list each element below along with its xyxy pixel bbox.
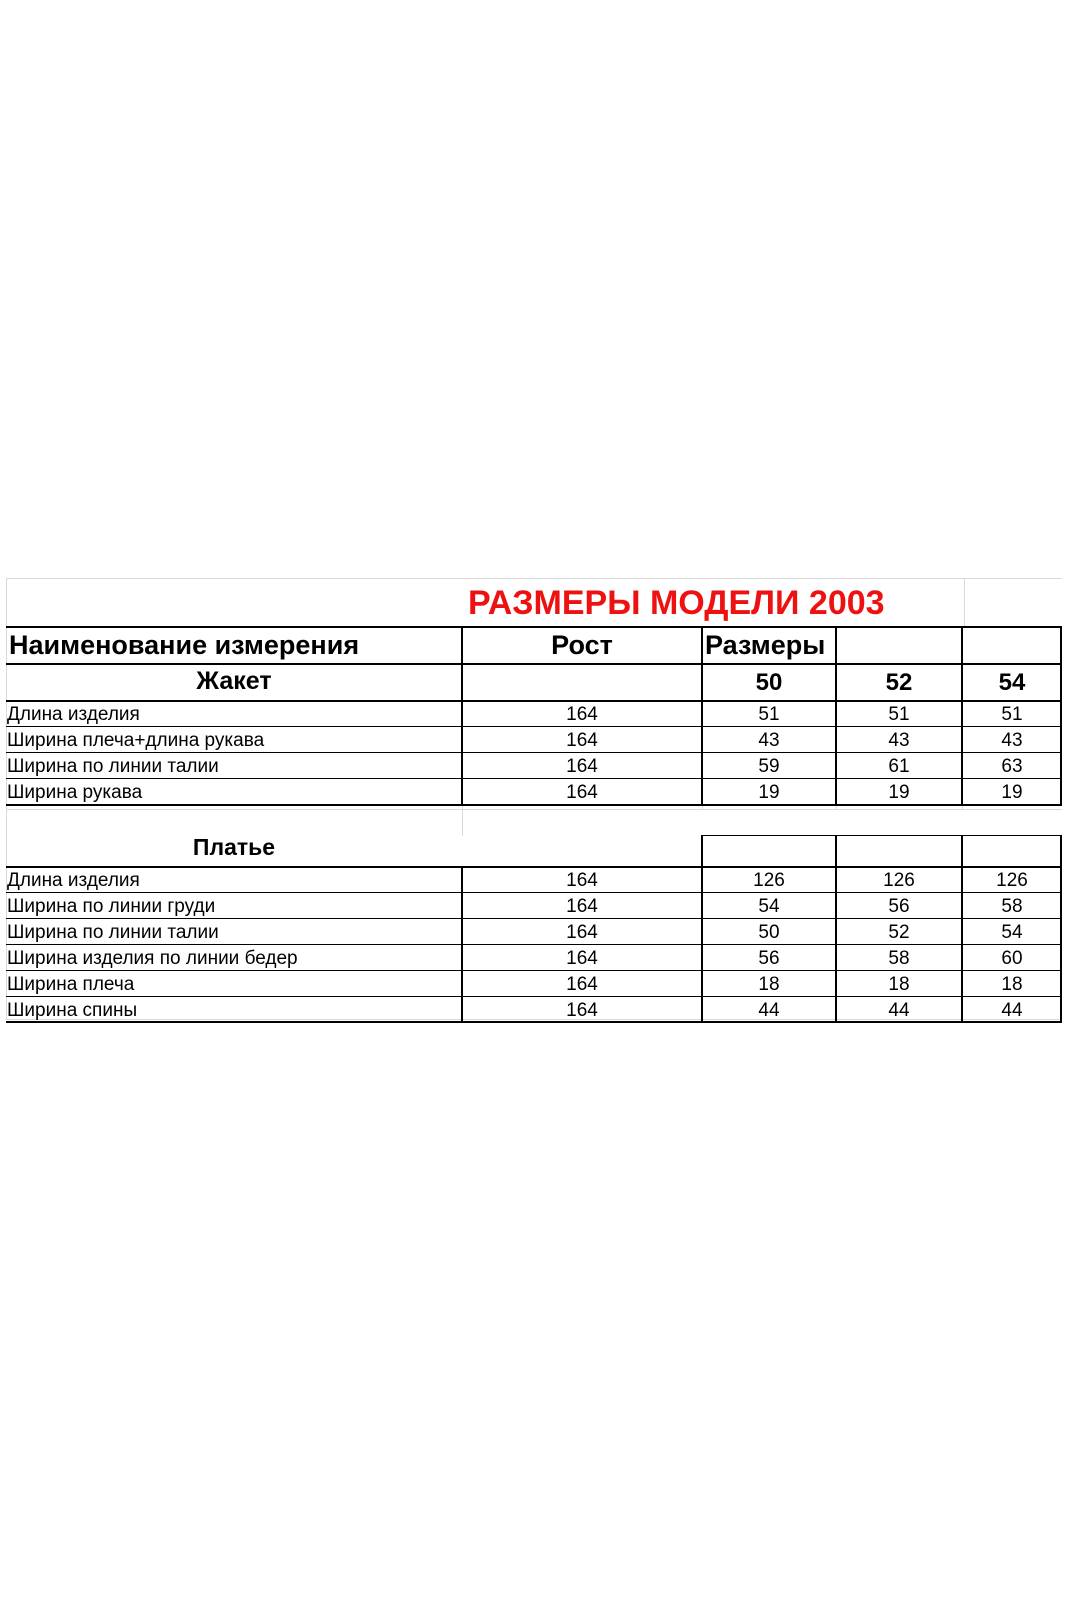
table-row-label: Ширина по линии талии [7,756,219,777]
table-cell: 51 [758,704,780,725]
border-h8 [702,835,1062,836]
table-cell: 18 [1001,974,1023,995]
table-cell: 44 [758,1000,780,1021]
table-cell: 19 [1001,782,1023,803]
border-h3 [6,700,1062,702]
table-row-height: 164 [566,730,598,751]
table-cell: 43 [758,730,780,751]
table-cell: 63 [1001,756,1023,777]
table-cell: 58 [1001,896,1023,917]
section-title-jacket: Жакет [196,667,272,695]
table-row-height: 164 [566,1000,598,1021]
table-cell: 43 [1001,730,1023,751]
table-row-label: Ширина плеча+длина рукава [7,730,265,751]
table-cell: 126 [996,870,1028,891]
size-54: 54 [998,669,1026,696]
table-cell: 54 [758,896,780,917]
table-row-label: Ширина спины [7,1000,138,1021]
table-cell: 58 [888,948,910,969]
border-h4 [6,726,1062,727]
table-row-height: 164 [566,896,598,917]
table-row-label: Ширина плеча [7,974,135,995]
table-row-label: Ширина по линии талии [7,922,219,943]
table-cell: 50 [758,922,780,943]
table-row-label: Ширина рукава [7,782,143,803]
border-h15 [6,1021,1062,1023]
border-h1 [6,626,1062,628]
table-row-height: 164 [566,782,598,803]
table-row-label: Длина изделия [7,704,140,725]
table-cell: 54 [1001,922,1023,943]
border-h12 [6,944,1062,945]
table-cell: 126 [753,870,785,891]
grid-col-title-right [964,578,965,626]
border-h14 [6,996,1062,997]
table-cell: 61 [888,756,910,777]
border-h9 [6,866,1062,868]
border-h6 [6,778,1062,779]
table-cell: 56 [888,896,910,917]
border-h2 [6,663,1062,665]
table-cell: 44 [1001,1000,1023,1021]
border-h7 [6,804,1062,806]
size-50: 50 [755,669,783,696]
page-title: РАЗМЕРЫ МОДЕЛИ 2003 [468,584,885,622]
header-sizes: Размеры [705,630,826,660]
table-row-height: 164 [566,704,598,725]
table-row-label: Ширина изделия по линии бедер [7,948,298,969]
table-cell: 60 [1001,948,1023,969]
table-cell: 43 [888,730,910,751]
table-cell: 44 [888,1000,910,1021]
table-cell: 126 [883,870,915,891]
table-cell: 19 [758,782,780,803]
table-row-label: Длина изделия [7,870,140,891]
header-name: Наименование измерения [9,630,360,660]
header-height: Рост [551,630,613,660]
size-52: 52 [885,669,913,696]
table-cell: 52 [888,922,910,943]
table-cell: 19 [888,782,910,803]
table-row-height: 164 [566,948,598,969]
table-cell: 51 [888,704,910,725]
grid-top [6,578,1062,579]
table-cell: 51 [1001,704,1023,725]
border-h13 [6,970,1062,971]
border-h10 [6,892,1062,893]
table-row-height: 164 [566,756,598,777]
border-h5 [6,752,1062,753]
table-cell: 59 [758,756,780,777]
table-row-height: 164 [566,922,598,943]
table-cell: 56 [758,948,780,969]
border-h11 [6,918,1062,919]
table-row-height: 164 [566,974,598,995]
table-cell: 18 [888,974,910,995]
table-row-height: 164 [566,870,598,891]
grid-spacer-row [6,809,1062,810]
table-cell: 18 [758,974,780,995]
size-table [6,578,1062,1020]
table-row-label: Ширина по линии груди [7,896,216,917]
section-title-dress: Платье [192,834,276,860]
